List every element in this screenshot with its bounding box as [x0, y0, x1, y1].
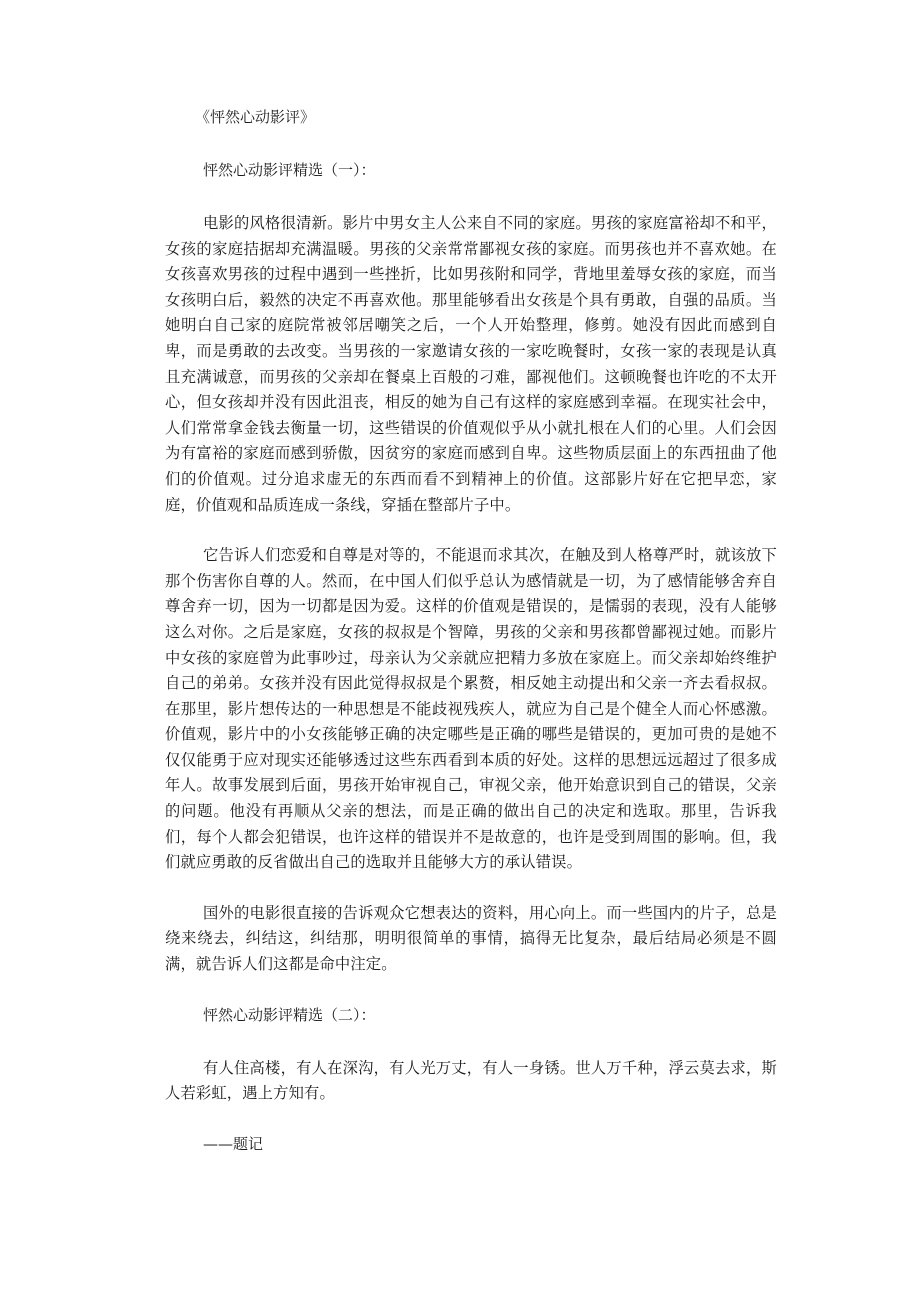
- paragraph: 有人住高楼，有人在深沟，有人光万丈，有人一身锈。世人万千种，浮云莫去求，斯人若彩虹，遇上方知有。: [165, 1058, 777, 1103]
- paragraph: 国外的电影很直接的告诉观众它想表达的资料，用心向上。而一些国内的片子，总是绕来绕去，纠结这，纠结那，明明很简单的事情，搞得无比复杂，最后结局必须是不圆满，就告诉人们这都是命中注定。: [165, 903, 777, 974]
- document-page: [165, 105, 777, 1156]
- paragraph: 电影的风格很清新。影片中男女主人公来自不同的家庭。男孩的家庭富裕却不和平，女孩的家庭拮据却充满温暖。男孩的父亲常常鄙视女孩的家庭。而男孩也并不喜欢她。在女孩喜欢男孩的过程中遇到一些挫折，比如男孩附和同学，背地里羞辱女孩的家庭，而当女孩明白后，毅然的决定不再喜欢他。那里能够看出女孩是个具有勇敢，自强的品质。当她明白自己家的庭院常被邻居嘲笑之后，一个人开始整理，修剪。她没有因此而感到自卑，而是勇敢的去改变。当男孩的一家邀请女孩的一家吃晚餐时，女孩一家的表现是认真且充满诚意，而男孩的父亲却在餐桌上百般的刁难，鄙视他们。这顿晚餐也许吃的不太开心，但女孩却并没有因此沮丧，相反的她为自己有这样的家庭感到幸福。在现实社会中，人们常常拿金钱去衡量一切，这些错误的价值观似乎从小就扎根在人们的心里。人们会因为有富裕的家庭而感到骄傲，因贫穷的家庭而感到自卑。这些物质层面上的东西扭曲了他们的价值观。过分追求虚无的东西而看不到精神上的价值。这部影片好在它把早恋，家庭，价值观和品质连成一条线，穿插在整部片子中。: [165, 214, 777, 514]
- section-heading-1: 怦然心动影评精选（一）：: [203, 161, 376, 179]
- document-title: 《怦然心动影评》: [195, 108, 316, 126]
- section-heading-2: 怦然心动影评精选（二）：: [203, 1005, 376, 1024]
- paragraph: 它告诉人们恋爱和自尊是对等的，不能退而求其次，在触及到人格尊严时，就该放下那个伤害你自尊的人。然而，在中国人们似乎总认为感情就是一切，为了感情能够舍弃自尊舍弃一切，因为一切都是因为爱。这样的价值观是错误的，是懦弱的表现，没有人能够这么对你。之后是家庭，女孩的叔叔是个智障，男孩的父亲和男孩都曾鄙视过她。而影片中女孩的家庭曾为此事吵过，母亲认为父亲就应把精力多放在家庭上。而父亲却始终维护自己的弟弟。女孩并没有因此觉得叔叔是个累赘，相反她主动提出和父亲一齐去看叔叔。在那里，影片想传达的一种思想是不能歧视残疾人，就应为自己是个健全人而心怀感激。价值观，影片中的小女孩能够正确的决定哪些是正确的哪些是错误的，更加可贵的是她不仅仅能勇于应对现实还能够透过这些东西看到本质的好处。这样的思想远远超过了很多成年人。故事发展到后面，男孩开始审视自己，审视父亲，他开始意识到自己的错误，父亲的问题。他没有再顺从父亲的想法，而是正确的做出自己的决定和选取。那里，告诉我们，每个人都会犯错误，也许这样的错误并不是故意的，也许是受到周围的影响。但，我们就应勇敢的反省做出自己的选取并且能够大方的承认错误。: [165, 546, 777, 872]
- epigraph-signature: ——题记: [203, 1134, 264, 1153]
